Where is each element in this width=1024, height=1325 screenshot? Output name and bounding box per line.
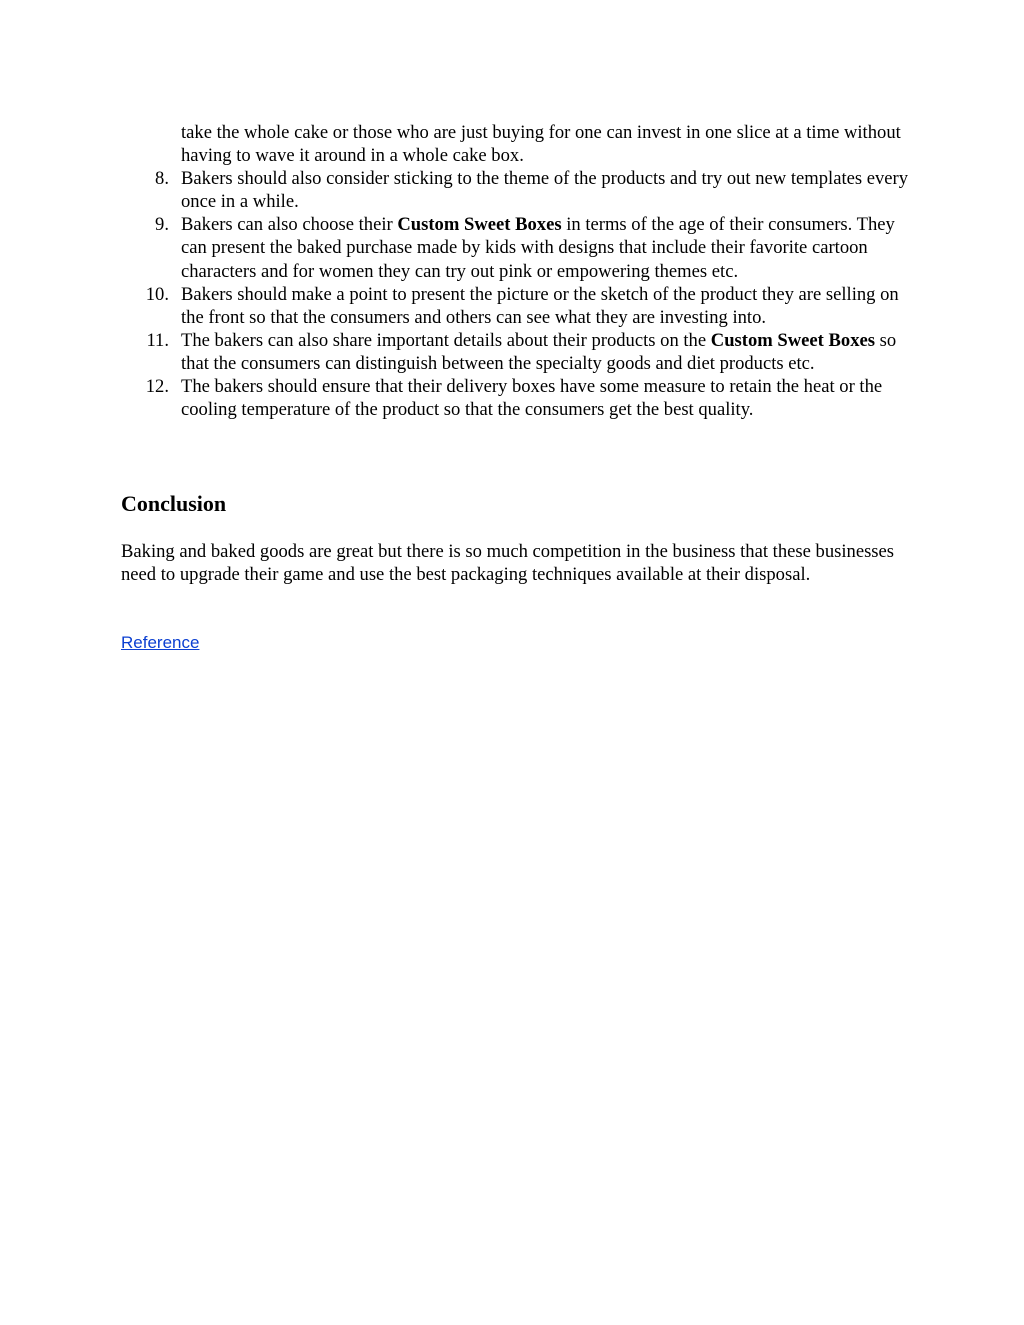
list-item bbox=[121, 121, 911, 167]
list-item-number: 11. bbox=[146, 329, 169, 351]
text-run: in terms of the age of their consumers. They can present the baked purchase made by kids with designs that include their favorite cartoon characters and for women they can try out pink or empowering themes etc. bbox=[181, 214, 895, 282]
list-item-number: 9. bbox=[155, 214, 169, 236]
numbered-list bbox=[121, 121, 911, 421]
list-item-text bbox=[181, 329, 911, 375]
section-heading: Conclusion bbox=[121, 491, 227, 516]
list-item bbox=[121, 167, 911, 213]
list-item bbox=[121, 375, 911, 421]
text-run: so that the consumers can distinguish between the specialty goods and diet products etc. bbox=[181, 329, 897, 374]
list-item-text bbox=[181, 167, 911, 213]
list-item-number: 10. bbox=[145, 283, 169, 305]
text-run: The bakers should ensure that their delivery boxes have some measure to retain the heat or the cooling temperature of the product so that the consumers get the best quality. bbox=[181, 376, 883, 421]
bold-text-run: Custom Sweet Boxes bbox=[397, 214, 562, 236]
text-run: Bakers should make a point to present the picture or the sketch of the product they are selling on the front so that the consumers and others can see what they are investing into. bbox=[181, 283, 899, 328]
list-item bbox=[121, 283, 911, 329]
list-item bbox=[121, 329, 911, 375]
list-item-number: 12. bbox=[145, 376, 169, 398]
list-item-text bbox=[181, 121, 911, 167]
list-item-text bbox=[181, 213, 911, 282]
list-item bbox=[121, 213, 911, 282]
list-item-text bbox=[181, 375, 911, 421]
conclusion-paragraph: Baking and baked goods are great but there is so much competition in the business that these businesses need to upgrade their game and use the best packaging techniques available at their disposal. bbox=[121, 541, 895, 586]
list-item-text bbox=[181, 283, 911, 329]
list-item-number: 8. bbox=[155, 168, 169, 190]
text-run: The bakers can also share important details about their products on the bbox=[181, 329, 711, 351]
text-run: Bakers can also choose their bbox=[181, 214, 398, 236]
text-run: Bakers should also consider sticking to the theme of the products and try out new templates every once in a while. bbox=[181, 168, 909, 213]
text-run: take the whole cake or those who are just buying for one can invest in one slice at a time without having to wave it around in a whole cake box. bbox=[181, 122, 901, 167]
reference-link[interactable]: Reference bbox=[121, 633, 200, 652]
bold-text-run: Custom Sweet Boxes bbox=[710, 329, 875, 351]
